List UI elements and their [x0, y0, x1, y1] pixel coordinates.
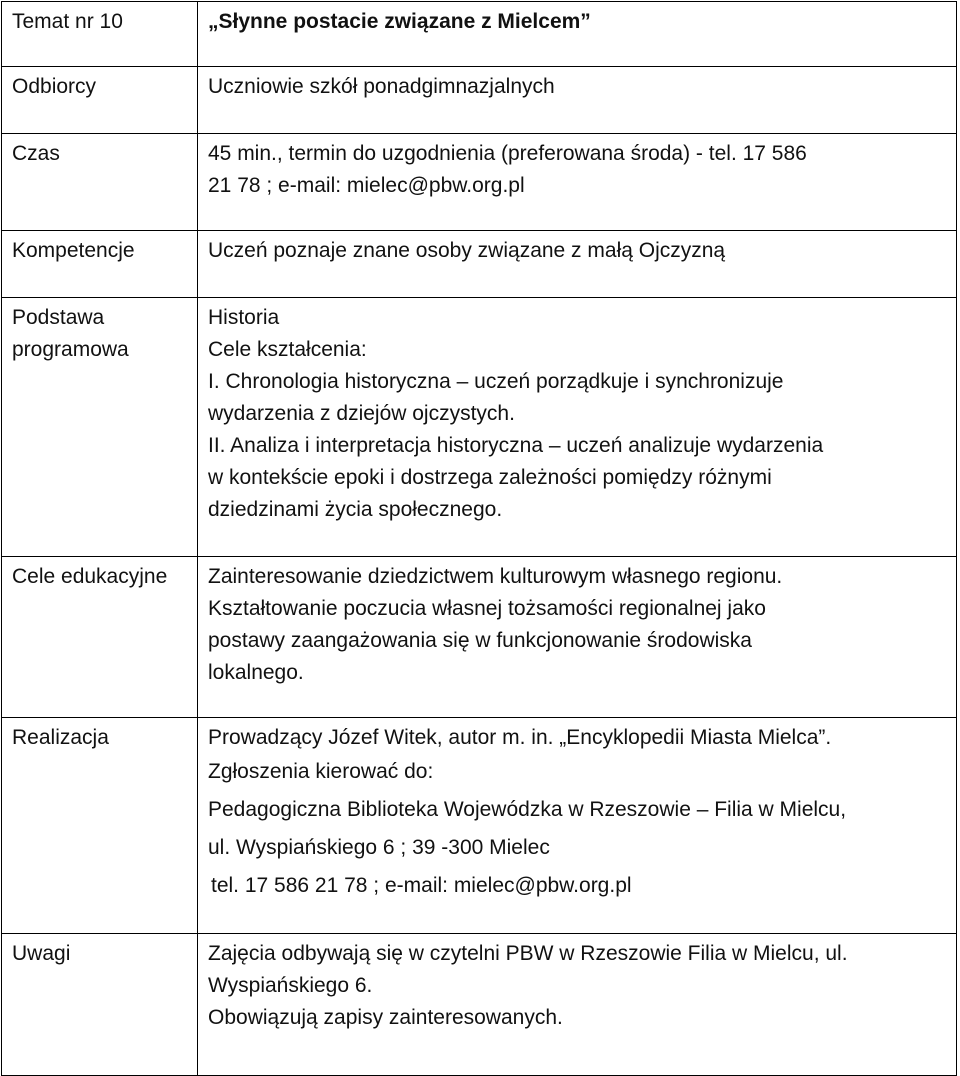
czas-label: Czas [12, 142, 60, 165]
row-uwagi [2, 934, 957, 1076]
label-cell-uwagi [2, 934, 198, 1076]
uwagi-line-2: Wyspiańskiego 6. [208, 974, 373, 997]
podstawa-line-4: wydarzenia z dziejów ojczystych. [208, 402, 515, 425]
kompetencje-value: Uczeń poznaje znane osoby związane z małą Ojczyzną [208, 239, 726, 262]
podstawa-label-line-2: programowa [12, 338, 129, 361]
podstawa-line-6: w kontekście epoki i dostrzega zależności pomiędzy różnymi [208, 466, 772, 489]
cele-line-3: postawy zaangażowania się w funkcjonowanie środowiska [208, 629, 752, 652]
row-realizacja [2, 718, 957, 934]
topic-info-table [1, 1, 957, 1076]
uwagi-label: Uwagi [12, 942, 71, 965]
realizacja-line-3: Pedagogiczna Biblioteka Wojewódzka w Rzeszowie – Filia w Mielcu, [208, 798, 847, 821]
realizacja-line-2: Zgłoszenia kierować do: [208, 760, 434, 783]
podstawa-value [198, 298, 956, 526]
cele-label: Cele edukacyjne [12, 565, 168, 588]
czas-line-1: 45 min., termin do uzgodnienia (preferowana środa) - tel. 17 586 [208, 142, 807, 165]
label-cell-cele [2, 557, 198, 718]
label-cell-realizacja [2, 718, 198, 934]
row-odbiorcy [2, 67, 957, 134]
value-cell-temat [198, 2, 957, 67]
cele-value [198, 557, 956, 689]
podstawa-label [2, 298, 197, 366]
podstawa-line-3: I. Chronologia historyczna – uczeń porządkuje i synchronizuje [208, 370, 784, 393]
cele-line-1: Zainteresowanie dziedzictwem kulturowym własnego regionu. [208, 565, 783, 588]
podstawa-line-1: Historia [208, 306, 280, 329]
row-kompetencje [2, 231, 957, 298]
czas-value [198, 134, 956, 202]
value-cell-podstawa [198, 298, 957, 557]
label-cell-temat [2, 2, 198, 67]
value-cell-realizacja [198, 718, 957, 934]
row-cele-edukacyjne [2, 557, 957, 718]
realizacja-value [198, 718, 956, 902]
row-podstawa-programowa [2, 298, 957, 557]
odbiorcy-label: Odbiorcy [12, 75, 97, 98]
value-cell-odbiorcy [198, 67, 957, 134]
topic-title: „Słynne postacie związane z Mielcem” [208, 10, 591, 33]
label-cell-podstawa [2, 298, 198, 557]
cele-line-4: lokalnego. [208, 661, 304, 684]
realizacja-label: Realizacja [12, 726, 109, 749]
label-cell-odbiorcy [2, 67, 198, 134]
row-czas [2, 134, 957, 231]
value-cell-uwagi [198, 934, 957, 1076]
uwagi-line-3: Obowiązują zapisy zainteresowanych. [208, 1006, 563, 1029]
uwagi-value [198, 934, 956, 1034]
cele-line-2: Kształtowanie poczucia własnej tożsamości regionalnej jako [208, 597, 766, 620]
realizacja-line-5: tel. 17 586 21 78 ; e-mail: mielec@pbw.org.pl [211, 874, 632, 897]
realizacja-line-4: ul. Wyspiańskiego 6 ; 39 -300 Mielec [208, 836, 550, 859]
podstawa-label-line-1: Podstawa [12, 306, 105, 329]
kompetencje-label: Kompetencje [12, 239, 135, 262]
value-cell-cele [198, 557, 957, 718]
podstawa-line-5: II. Analiza i interpretacja historyczna – uczeń analizuje wydarzenia [208, 434, 824, 457]
uwagi-line-1: Zajęcia odbywają się w czytelni PBW w Rzeszowie Filia w Mielcu, ul. [208, 942, 848, 965]
realizacja-line-1: Prowadzący Józef Witek, autor m. in. „Encyklopedii Miasta Mielca”. [208, 726, 832, 749]
czas-line-2: 21 78 ; e-mail: mielec@pbw.org.pl [208, 174, 525, 197]
value-cell-czas [198, 134, 957, 231]
value-cell-kompetencje [198, 231, 957, 298]
podstawa-line-2: Cele kształcenia: [208, 338, 367, 361]
row-temat [2, 2, 957, 67]
label-cell-kompetencje [2, 231, 198, 298]
temat-label: Temat nr 10 [12, 10, 123, 33]
label-cell-czas [2, 134, 198, 231]
odbiorcy-value: Uczniowie szkół ponadgimnazjalnych [208, 75, 555, 98]
podstawa-line-7: dziedzinami życia społecznego. [208, 498, 503, 521]
